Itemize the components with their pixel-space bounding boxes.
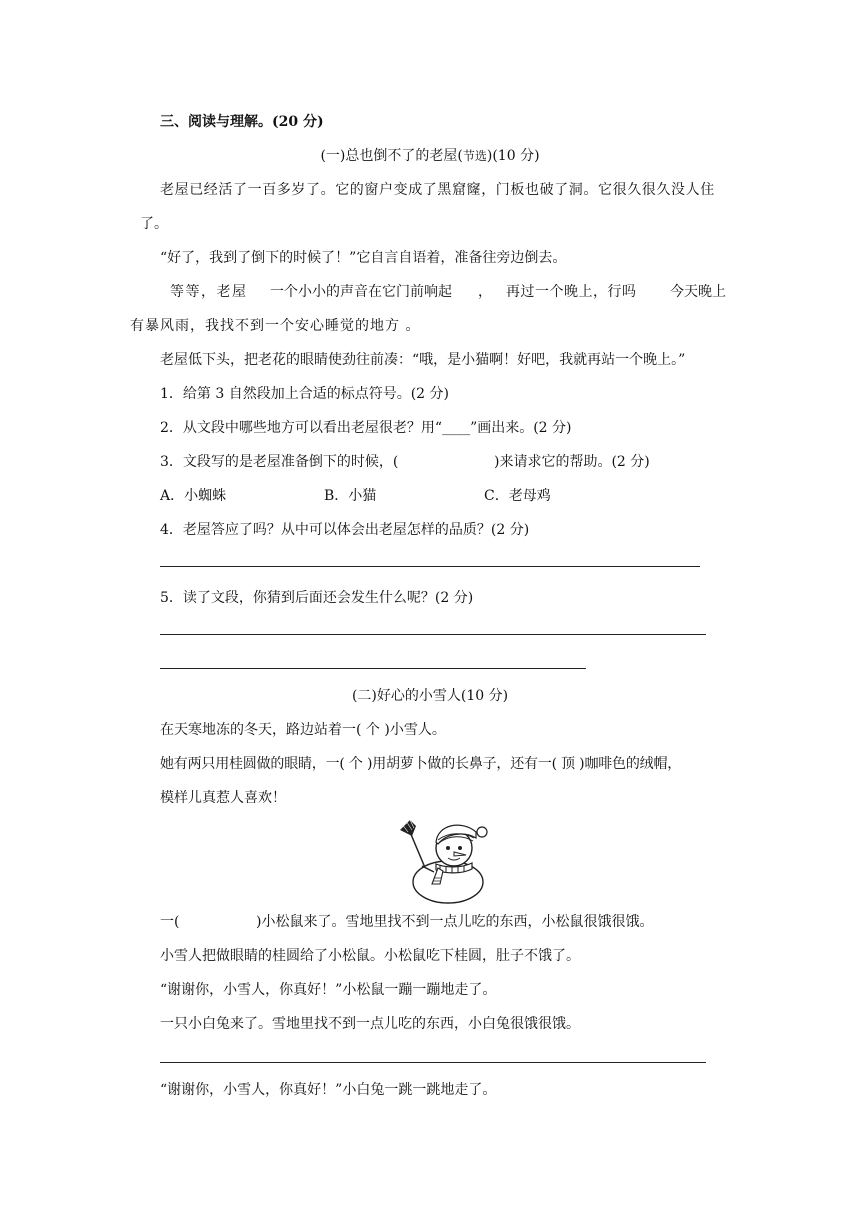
passage2-line4-a: 一( [160, 914, 180, 930]
passage1-title [0, 146, 860, 166]
question-2: 2．从文段中哪些地方可以看出老屋很老？用“____”画出来。(2 分) [160, 420, 572, 436]
passage1-p3-seg3: ， [478, 284, 492, 300]
passage1-p3-line2: 有暴风雨，我找不到一个安心睡觉的地方 。 [130, 318, 421, 334]
passage1-p3-seg2: 一个小小的声音在它门前响起 [270, 284, 452, 300]
passage2-line7: 一只小白兔来了。雪地里找不到一点儿吃的东西，小白兔很饿很饿。 [160, 1016, 580, 1032]
snowman-icon [396, 818, 496, 904]
question-4: 4．老屋答应了吗？从中可以体会出老屋怎样的品质？(2 分) [160, 522, 530, 538]
option-b: B．小猫 [324, 488, 377, 504]
question-3-a: 3．文段写的是老屋准备倒下的时候，( [160, 454, 399, 470]
passage1-title-main: (一)总也倒不了的老屋( [320, 148, 463, 164]
question-3-b: )来请求它的帮助。(2 分) [494, 454, 650, 470]
answer-line-q5-1[interactable] [160, 634, 706, 635]
passage1-p2: “好了，我到了倒下的时候了！”它自言自语着，准备往旁边倒去。 [160, 250, 567, 266]
passage2-title: (二)好心的小雪人(10 分) [351, 688, 509, 704]
passage1-title-note: 节选 [462, 149, 487, 163]
passage1-title-tail: )(10 分) [486, 148, 540, 164]
passage1-p4: 老屋低下头，把老花的眼睛使劲往前凑：“哦，是小猫啊！好吧，我就再站一个晚上。” [160, 352, 686, 368]
passage1-p1-line1: 老屋已经活了一百多岁了。它的窗户变成了黑窟窿，门板也破了洞。它很久很久没人住 [160, 182, 715, 198]
option-c: C．老母鸡 [484, 488, 551, 504]
passage2-line1: 在天寒地冻的冬天，路边站着一( 个 )小雪人。 [160, 722, 446, 738]
passage2-line3: 模样儿真惹人喜欢！ [160, 790, 286, 806]
passage2-line5: 小雪人把做眼睛的桂圆给了小松鼠。小松鼠吃下桂圆，肚子不饿了。 [160, 948, 580, 964]
passage2-line2: 她有两只用桂圆做的眼睛，一( 个 )用胡萝卜做的长鼻子，还有一( 顶 )咖啡色的绒帽， [160, 756, 682, 772]
passage2-line6: “谢谢你，小雪人，你真好！”小松鼠一蹦一蹦地走了。 [160, 982, 497, 998]
answer-line-passage2[interactable] [160, 1062, 706, 1063]
question-1: 1．给第 3 自然段加上合适的标点符号。(2 分) [160, 386, 449, 402]
question-5: 5．读了文段，你猜到后面还会发生什么呢？(2 分) [160, 590, 474, 606]
answer-line-q5-2[interactable] [160, 668, 586, 669]
passage2-line8: “谢谢你，小雪人，你真好！”小白兔一跳一跳地走了。 [160, 1082, 497, 1098]
passage1-p3-seg4: 再过一个晚上，行吗 [506, 284, 637, 300]
passage1-p3-seg5: 今天晚上 [670, 284, 726, 300]
section-title: 三、阅读与理解。(20 分) [160, 114, 324, 130]
option-a: A．小蜘蛛 [160, 488, 227, 504]
passage1-p3-seg1: 等等，老屋 [170, 284, 248, 300]
passage1-p1-line2: 了。 [140, 216, 168, 232]
passage2-line4-b: )小松鼠来了。雪地里找不到一点儿吃的东西，小松鼠很饿很饿。 [256, 914, 654, 930]
answer-line-q4[interactable] [160, 566, 700, 567]
